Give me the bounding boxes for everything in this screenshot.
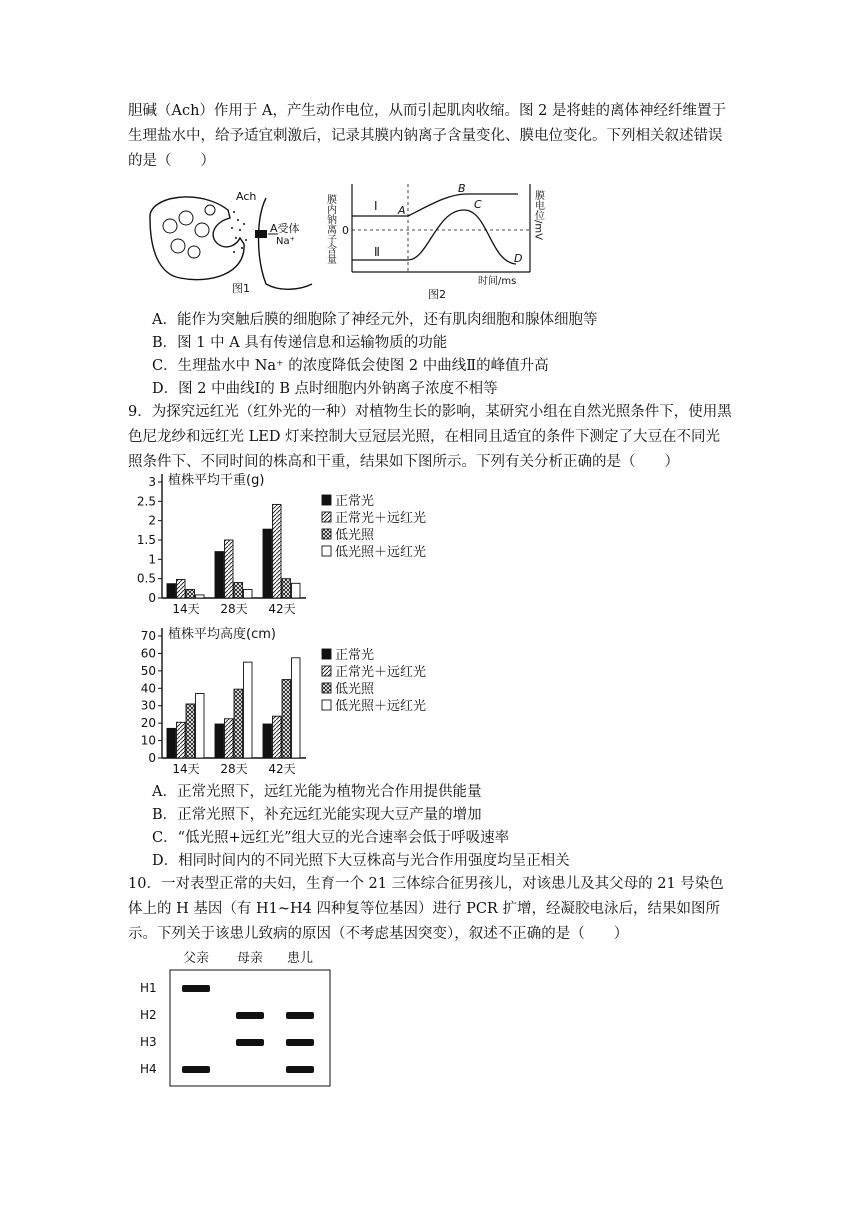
gel-band xyxy=(182,1066,210,1073)
presynaptic-terminal xyxy=(150,197,244,280)
q8-option-a: A．能作为突触后膜的细胞除了神经元外，还有肌肉细胞和腺体细胞等 xyxy=(152,312,598,328)
bar xyxy=(225,540,234,598)
gel-column-label: 患儿 xyxy=(286,951,314,966)
a-receptor xyxy=(255,230,267,238)
gel-electrophoresis xyxy=(136,948,336,1088)
y-tick-label: 2.5 xyxy=(136,494,156,509)
gel-band xyxy=(236,1012,264,1019)
gel-row-label: H2 xyxy=(140,1008,157,1022)
y-tick-label: 70 xyxy=(140,629,156,643)
bar xyxy=(234,583,243,598)
q8-option-d: D．图 2 中曲线Ⅰ的 B 点时细胞内外钠离子浓度不相等 xyxy=(152,381,498,397)
y-tick-label: 10 xyxy=(140,733,156,748)
legend-label: 低光照 xyxy=(335,528,375,543)
bar xyxy=(273,504,282,598)
y-tick-label: 2 xyxy=(148,513,156,528)
q8-figure2 xyxy=(318,180,558,302)
bar xyxy=(244,589,253,598)
q9-option-d: D．相同时间内的不同光照下大豆株高与光合作用强度均呈正相关 xyxy=(152,853,570,869)
gel-band xyxy=(286,1012,314,1019)
legend-swatch xyxy=(322,683,331,693)
y-tick-label: 1 xyxy=(148,552,156,567)
bar xyxy=(292,583,301,598)
x-tick-label: 14天 xyxy=(172,762,200,776)
bar xyxy=(244,662,253,758)
gel-band xyxy=(182,985,210,992)
dry-weight-chart xyxy=(136,470,480,618)
q9-stem: 9．为探究远红光（红外光的一种）对植物生长的影响，某研究小组在自然光照条件下，使用黑色尼龙纱和远红光 LED 灯来控制大豆冠层光照，在相同且适宜的条件下测定了大豆在不同光照条件下、不同时间的株高和干重，结果如下图所示。下列有关分析正确的是（ ） xyxy=(128,404,732,470)
q9-option-a: A．正常光照下，远红光能为植物光合作用提供能量 xyxy=(152,784,482,800)
figure2-caption: 图2 xyxy=(428,288,446,301)
curve-2-label: Ⅱ xyxy=(374,245,380,259)
x-tick-label: 42天 xyxy=(268,602,296,616)
q8-stem: 胆碱（Ach）作用于 A，产生动作电位，从而引起肌肉收缩。图 2 是将蛙的离体神经纤维置于生理盐水中，给予适宜刺激后，记录其膜内钠离子含量变化、膜电位变化。下列相关叙述错误的是（ ） xyxy=(128,103,726,169)
chart-title: 植株平均干重(g) xyxy=(168,473,265,488)
point-d: D xyxy=(514,252,523,265)
y-tick-label: 3 xyxy=(148,475,156,489)
point-c: C xyxy=(474,198,482,211)
q9-option-c: C．“低光照+远红光”组大豆的光合速率会低于呼吸速率 xyxy=(152,830,510,846)
y-tick-label: 0 xyxy=(148,591,156,605)
legend-label: 正常光 xyxy=(335,648,375,663)
chart-title: 植株平均高度(cm) xyxy=(168,627,276,642)
bar xyxy=(234,689,243,758)
point-b: B xyxy=(458,182,466,195)
legend-swatch xyxy=(322,512,331,522)
label-na: Na⁺ xyxy=(276,236,295,247)
legend-swatch xyxy=(322,546,331,556)
gel-row-label: H1 xyxy=(140,981,157,995)
bar xyxy=(282,680,291,758)
x-tick-label: 28天 xyxy=(220,762,248,776)
gel-column-label: 母亲 xyxy=(236,951,264,966)
label-ach: Ach xyxy=(236,190,257,203)
bar xyxy=(196,595,205,598)
q10-stem: 10．一对表型正常的夫妇，生育一个 21 三体综合征男孩儿，对该患儿及其父母的 21 号染色体上的 H 基因（有 H1~H4 四种复等位基因）进行 PCR 扩增，经凝胶电泳后，结果如图所示。下列关于该患儿致病的原因（不考虑基因突变），叙述不正确的是（ ） xyxy=(128,876,724,942)
label-a-receptor: A受体 xyxy=(270,222,300,235)
gel-band xyxy=(236,1039,264,1046)
gel-row-label: H3 xyxy=(140,1035,157,1049)
legend-swatch xyxy=(322,495,331,505)
gel-band xyxy=(286,1039,314,1046)
legend-label: 低光照＋远红光 xyxy=(335,699,427,714)
legend-swatch xyxy=(322,529,331,539)
legend-swatch xyxy=(322,666,331,676)
bar xyxy=(263,724,272,758)
y-axis-left-label: 膜内钠离子含量 xyxy=(324,194,336,264)
bar xyxy=(167,584,176,598)
q8-option-b: B．图 1 中 A 具有传递信息和运输物质的功能 xyxy=(152,335,448,351)
bar xyxy=(196,694,205,758)
y-tick-label: 0 xyxy=(148,751,156,765)
synaptic-vesicles xyxy=(163,205,215,258)
bar xyxy=(263,529,272,598)
bar xyxy=(167,728,176,758)
bar xyxy=(186,589,195,598)
legend-label: 正常光＋远红光 xyxy=(335,665,427,680)
bar xyxy=(177,722,186,758)
x-tick-label: 42天 xyxy=(268,762,296,776)
bar xyxy=(273,716,282,758)
y-tick-label: 30 xyxy=(140,698,156,713)
height-chart xyxy=(140,624,480,778)
bar xyxy=(225,719,234,758)
y-tick-label: 40 xyxy=(140,681,156,696)
y-tick-label: 60 xyxy=(140,646,156,661)
y-tick-label: 20 xyxy=(140,716,156,731)
bar xyxy=(215,552,224,598)
point-a: A xyxy=(398,204,406,217)
y-tick-label: 50 xyxy=(140,663,156,678)
bar xyxy=(292,658,301,758)
x-tick-label: 14天 xyxy=(172,602,200,616)
legend-swatch xyxy=(322,649,331,659)
legend-swatch xyxy=(322,700,331,710)
bar xyxy=(215,724,224,758)
legend-label: 低光照＋远红光 xyxy=(335,545,427,560)
zero-label: 0 xyxy=(342,224,349,237)
x-tick-label: 28天 xyxy=(220,602,248,616)
q9-option-b: B．正常光照下，补充远红光能实现大豆产量的增加 xyxy=(152,807,482,823)
y-tick-label: 1.5 xyxy=(136,533,156,547)
gel-band xyxy=(286,1066,314,1073)
legend-label: 正常光＋远红光 xyxy=(335,511,427,526)
x-axis-label: 时间/ms xyxy=(478,276,517,287)
curve-1-label: Ⅰ xyxy=(374,199,378,213)
gel-column-label: 父亲 xyxy=(182,951,210,966)
bar xyxy=(282,579,291,598)
gel-row-label: H4 xyxy=(140,1062,157,1076)
y-axis-right-label: 膜电位/mV xyxy=(532,190,544,240)
q8-figure1 xyxy=(140,188,320,298)
legend-label: 正常光 xyxy=(335,494,375,509)
y-tick-label: 0.5 xyxy=(136,571,156,586)
figure1-caption: 图1 xyxy=(232,282,250,295)
bar xyxy=(186,704,195,758)
q8-option-c: C．生理盐水中 Na⁺ 的浓度降低会使图 2 中曲线Ⅱ的峰值升高 xyxy=(152,358,549,374)
legend-label: 低光照 xyxy=(335,682,375,697)
bar xyxy=(177,579,186,598)
